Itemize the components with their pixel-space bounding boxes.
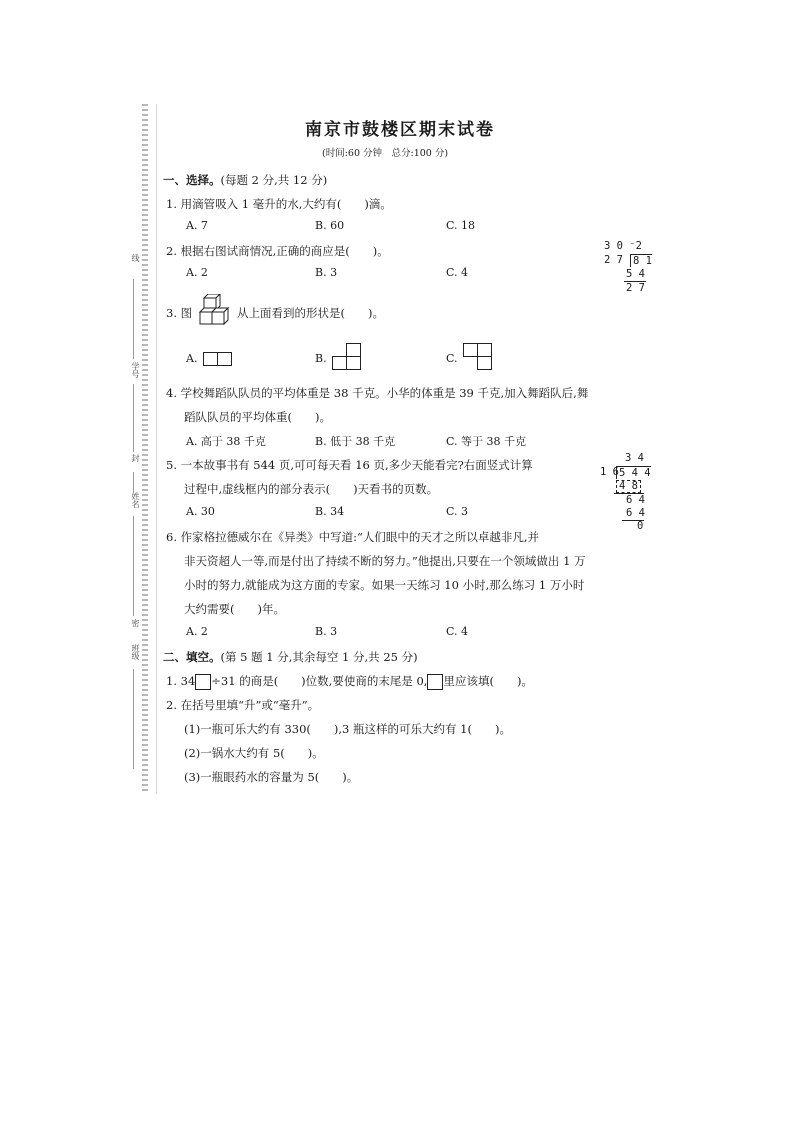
binding-label-student-id: 学号 xyxy=(131,362,140,378)
q1-3-option-c-shape xyxy=(463,343,493,371)
question-1-4-line2: 蹈队队员的平均体重( )。 xyxy=(184,410,331,424)
binding-margin xyxy=(118,104,157,794)
section-1-title: 一、选择。 xyxy=(163,173,221,187)
page-title: 南京市鼓楼区期末试卷 xyxy=(305,120,495,140)
q1-3-option-a-shape xyxy=(203,352,233,366)
question-1-4-line1: 4. 学校舞蹈队队员的平均体重是 38 千克。小华的体重是 39 千克,加入舞蹈队后,舞 xyxy=(166,386,589,400)
q1-5-dividend: 5 4 4 xyxy=(616,466,651,479)
cube-stack-figure xyxy=(198,294,234,328)
q1-4-option-b: B. 低于 38 千克 xyxy=(315,435,396,448)
q1-5-dashed-box: 4 8 xyxy=(616,480,641,493)
binding-label-line: 线 xyxy=(131,254,140,262)
question-1-3-prefix: 3. 图 xyxy=(166,306,193,320)
section-1-heading xyxy=(163,172,327,188)
q1-5-product-2: 6 4 xyxy=(626,507,645,519)
q1-5-option-b: B. 34 xyxy=(315,505,345,518)
question-1-5-line2: 过程中,虚线框内的部分表示( )天看书的页数。 xyxy=(184,482,439,496)
q1-5-option-a: A. 30 xyxy=(186,505,215,518)
binding-label-class: 班级 xyxy=(131,644,140,660)
q1-5-remainder-1: 6 4 xyxy=(626,494,645,506)
q1-1-option-c: C. 18 xyxy=(446,219,476,232)
q1-6-option-b: B. 3 xyxy=(315,625,338,638)
q1-6-option-c: C. 4 xyxy=(446,625,469,638)
question-2-2-sub-1: (1)一瓶可乐大约有 330( ),3 瓶这样的可乐大约有 1( )。 xyxy=(184,722,511,736)
binding-fill-line xyxy=(133,279,134,359)
q1-2-product: 5 4 xyxy=(626,268,645,280)
q1-1-option-a: A. 7 xyxy=(186,219,208,232)
question-2-2-sub-2: (2)一锅水大约有 5( )。 xyxy=(184,746,324,760)
q1-1-option-b: B. 60 xyxy=(315,219,345,232)
binding-fill-line xyxy=(133,384,134,452)
q1-4-option-a: A. 高于 38 千克 xyxy=(186,435,266,448)
binding-fill-line xyxy=(133,669,134,769)
section-2-title: 二、填空。 xyxy=(163,650,221,664)
q1-2-option-b: B. 3 xyxy=(315,266,338,279)
question-1-6-line1: 6. 作家格拉德威尔在《异类》中写道:“人们眼中的天才之所以卓越非凡,并 xyxy=(166,530,540,544)
q1-5-final-remainder: 0 xyxy=(637,520,644,532)
q1-2-divisor: 2 7 xyxy=(604,254,623,266)
question-1-6-line2: 非天资超人一等,而是付出了持续不断的努力。”他提出,只要在一个领域做出 1 万 xyxy=(184,554,586,568)
q1-5-divisor: 1 6 xyxy=(600,466,619,478)
q1-3-option-b: B. xyxy=(315,352,327,365)
q1-4-option-c: C. 等于 38 千克 xyxy=(446,435,527,448)
q2-1-blank-box-2[interactable] xyxy=(427,674,443,690)
question-2-2: 2. 在括号里填“升”或“毫升”。 xyxy=(166,698,320,712)
q2-1-middle: ÷31 的商是( )位数,要使商的末尾是 0, xyxy=(211,674,428,688)
q1-6-option-a: A. 2 xyxy=(186,625,208,638)
q2-1-blank-box-1[interactable] xyxy=(195,674,211,690)
q2-1-prefix: 1. 34 xyxy=(166,674,196,688)
q2-1-suffix: 里应该填( )。 xyxy=(443,674,533,688)
question-1-2: 2. 根据右图试商情况,正确的商应是( )。 xyxy=(166,244,389,258)
question-1-3-text: 从上面看到的形状是( )。 xyxy=(237,306,384,320)
page-subtitle: (时间:60 分钟 总分:100 分) xyxy=(322,148,449,159)
q1-5-option-c: C. 3 xyxy=(446,505,469,518)
question-1-6-line4: 大约需要( )年。 xyxy=(184,602,285,616)
binding-fill-line xyxy=(133,472,134,492)
section-2-heading xyxy=(163,649,418,665)
q1-2-quotient: 3 0 ⁻2 xyxy=(604,240,642,252)
binding-label-name: 姓名 xyxy=(131,492,140,508)
question-1-1: 1. 用滴管吸入 1 毫升的水,大约有( )滴。 xyxy=(166,197,392,211)
question-1-5-line1: 5. 一本故事书有 544 页,可可每天看 16 页,多少天能看完?右面竖式计算 xyxy=(166,458,533,472)
q1-5-quotient: 3 4 xyxy=(625,452,644,464)
section-1-note: (每题 2 分,共 12 分) xyxy=(220,173,328,187)
question-1-6-line3: 小时的努力,就能成为这方面的专家。如果一天练习 10 小时,那么练习 1 万小时 xyxy=(184,578,585,592)
binding-label-secret: 密 xyxy=(131,619,140,627)
q1-3-option-b-shape xyxy=(332,343,362,371)
binding-label-seal: 封 xyxy=(131,454,140,462)
binding-fill-line xyxy=(133,516,134,616)
q1-3-option-a: A. xyxy=(186,352,198,365)
q1-2-option-a: A. 2 xyxy=(186,266,208,279)
q1-2-dividend: 8 1 xyxy=(630,254,652,267)
question-2-1 xyxy=(166,673,533,690)
q1-3-option-c: C. xyxy=(446,352,458,365)
q1-2-remainder: 2 7 xyxy=(626,282,645,294)
binding-hatch xyxy=(142,104,148,794)
q1-2-option-c: C. 4 xyxy=(446,266,469,279)
question-2-2-sub-3: (3)一瓶眼药水的容量为 5( )。 xyxy=(184,770,359,784)
section-2-note: (第 5 题 1 分,其余每空 1 分,共 25 分) xyxy=(220,650,418,664)
